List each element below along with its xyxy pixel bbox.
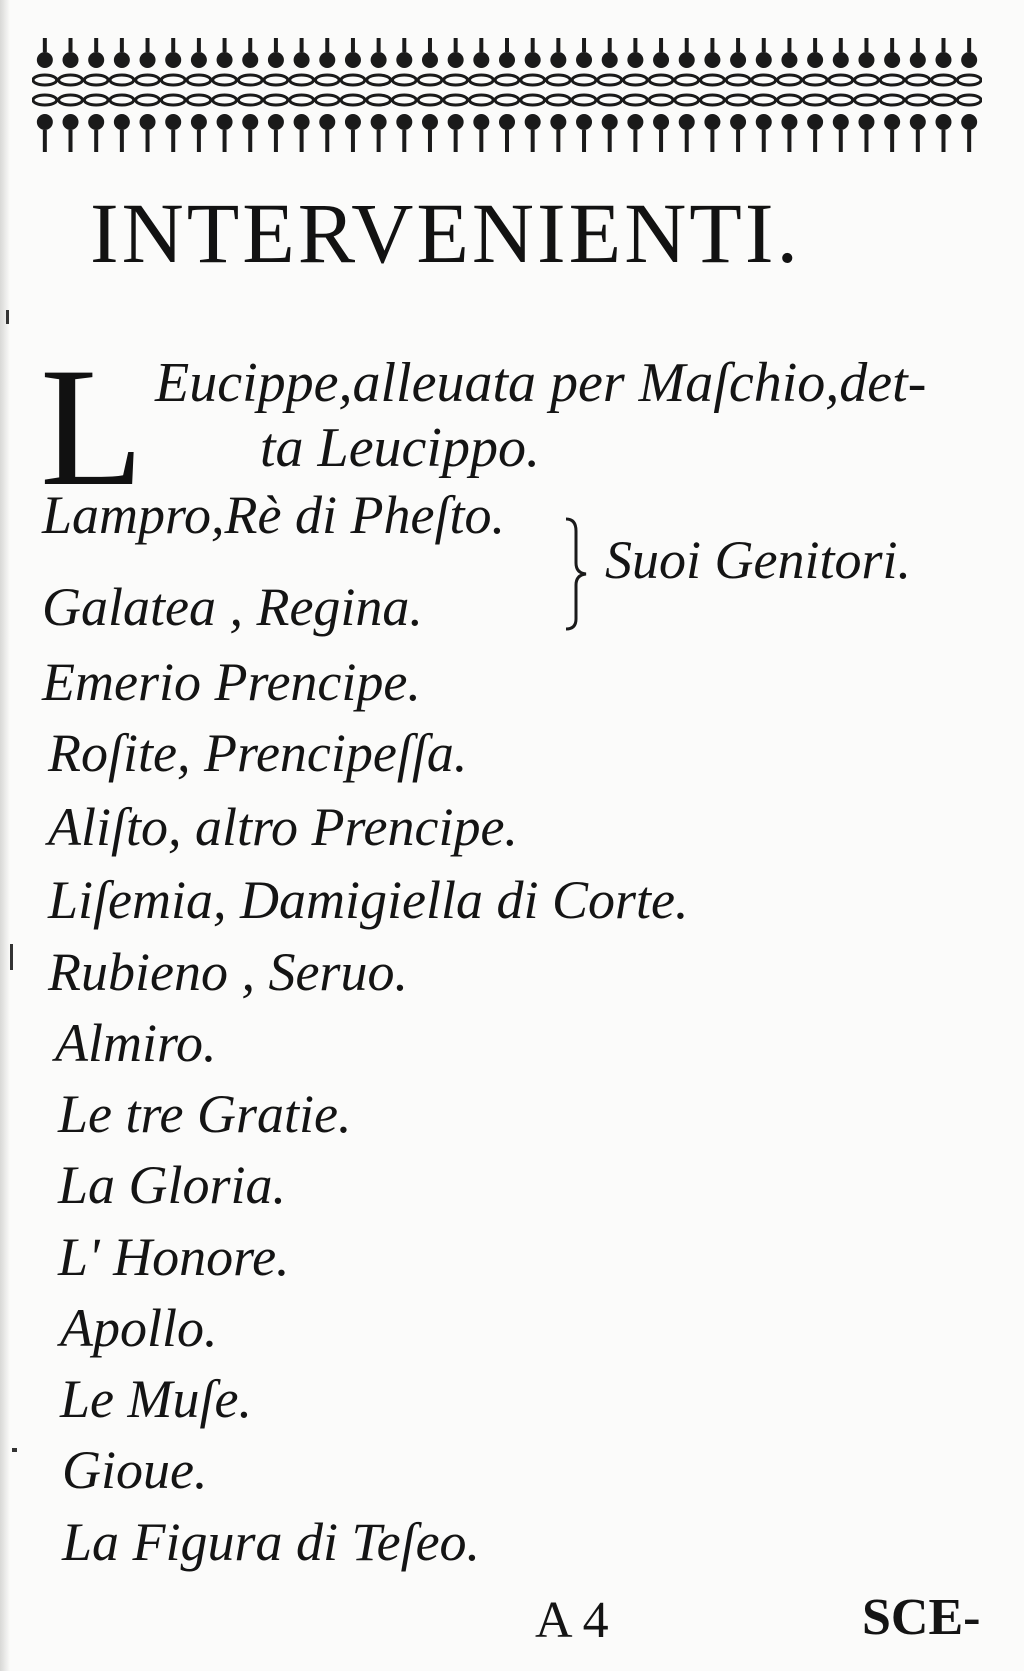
character-entry: Apollo.: [60, 1298, 218, 1358]
drop-cap: L: [40, 333, 144, 521]
margin-speck: [12, 1448, 17, 1452]
character-entry: Aliſto, altro Prencipe.: [48, 797, 518, 857]
character-entry: La Figura di Teſeo.: [62, 1512, 481, 1572]
first-entry-line-1: Eucippe,alleuata per Maſchio,det-: [155, 352, 927, 414]
parent-father: Lampro,Rè di Pheſto.: [42, 485, 505, 545]
margin-speck: [6, 310, 9, 324]
ornamental-border-icon: [32, 36, 982, 158]
first-entry-line-2: ta Leucippo.: [260, 417, 540, 479]
margin-speck: [10, 944, 13, 970]
character-entry: Le tre Gratie.: [58, 1084, 352, 1144]
character-entry: La Gloria.: [58, 1155, 287, 1215]
character-entry: L' Honore.: [58, 1227, 290, 1287]
parent-mother: Galatea , Regina.: [42, 577, 423, 637]
character-entry: Roſite, Prencipeſſa.: [48, 723, 468, 783]
character-entry: Emerio Prencipe.: [42, 652, 421, 712]
curly-brace-icon: [560, 515, 594, 633]
signature-mark: A 4: [535, 1592, 609, 1649]
character-entry: Rubieno , Seruo.: [48, 942, 408, 1002]
page-edge-shadow: [0, 0, 10, 1671]
page-title: INTERVENIENTI.: [90, 185, 801, 281]
character-entry: Liſemia, Damigiella di Corte.: [48, 870, 689, 930]
character-entry: Almiro.: [55, 1013, 217, 1073]
parents-label: Suoi Genitori.: [605, 530, 911, 590]
character-entry: Gioue.: [62, 1440, 208, 1500]
catchword: SCE-: [862, 1589, 981, 1646]
character-entry: Le Muſe.: [60, 1369, 252, 1429]
